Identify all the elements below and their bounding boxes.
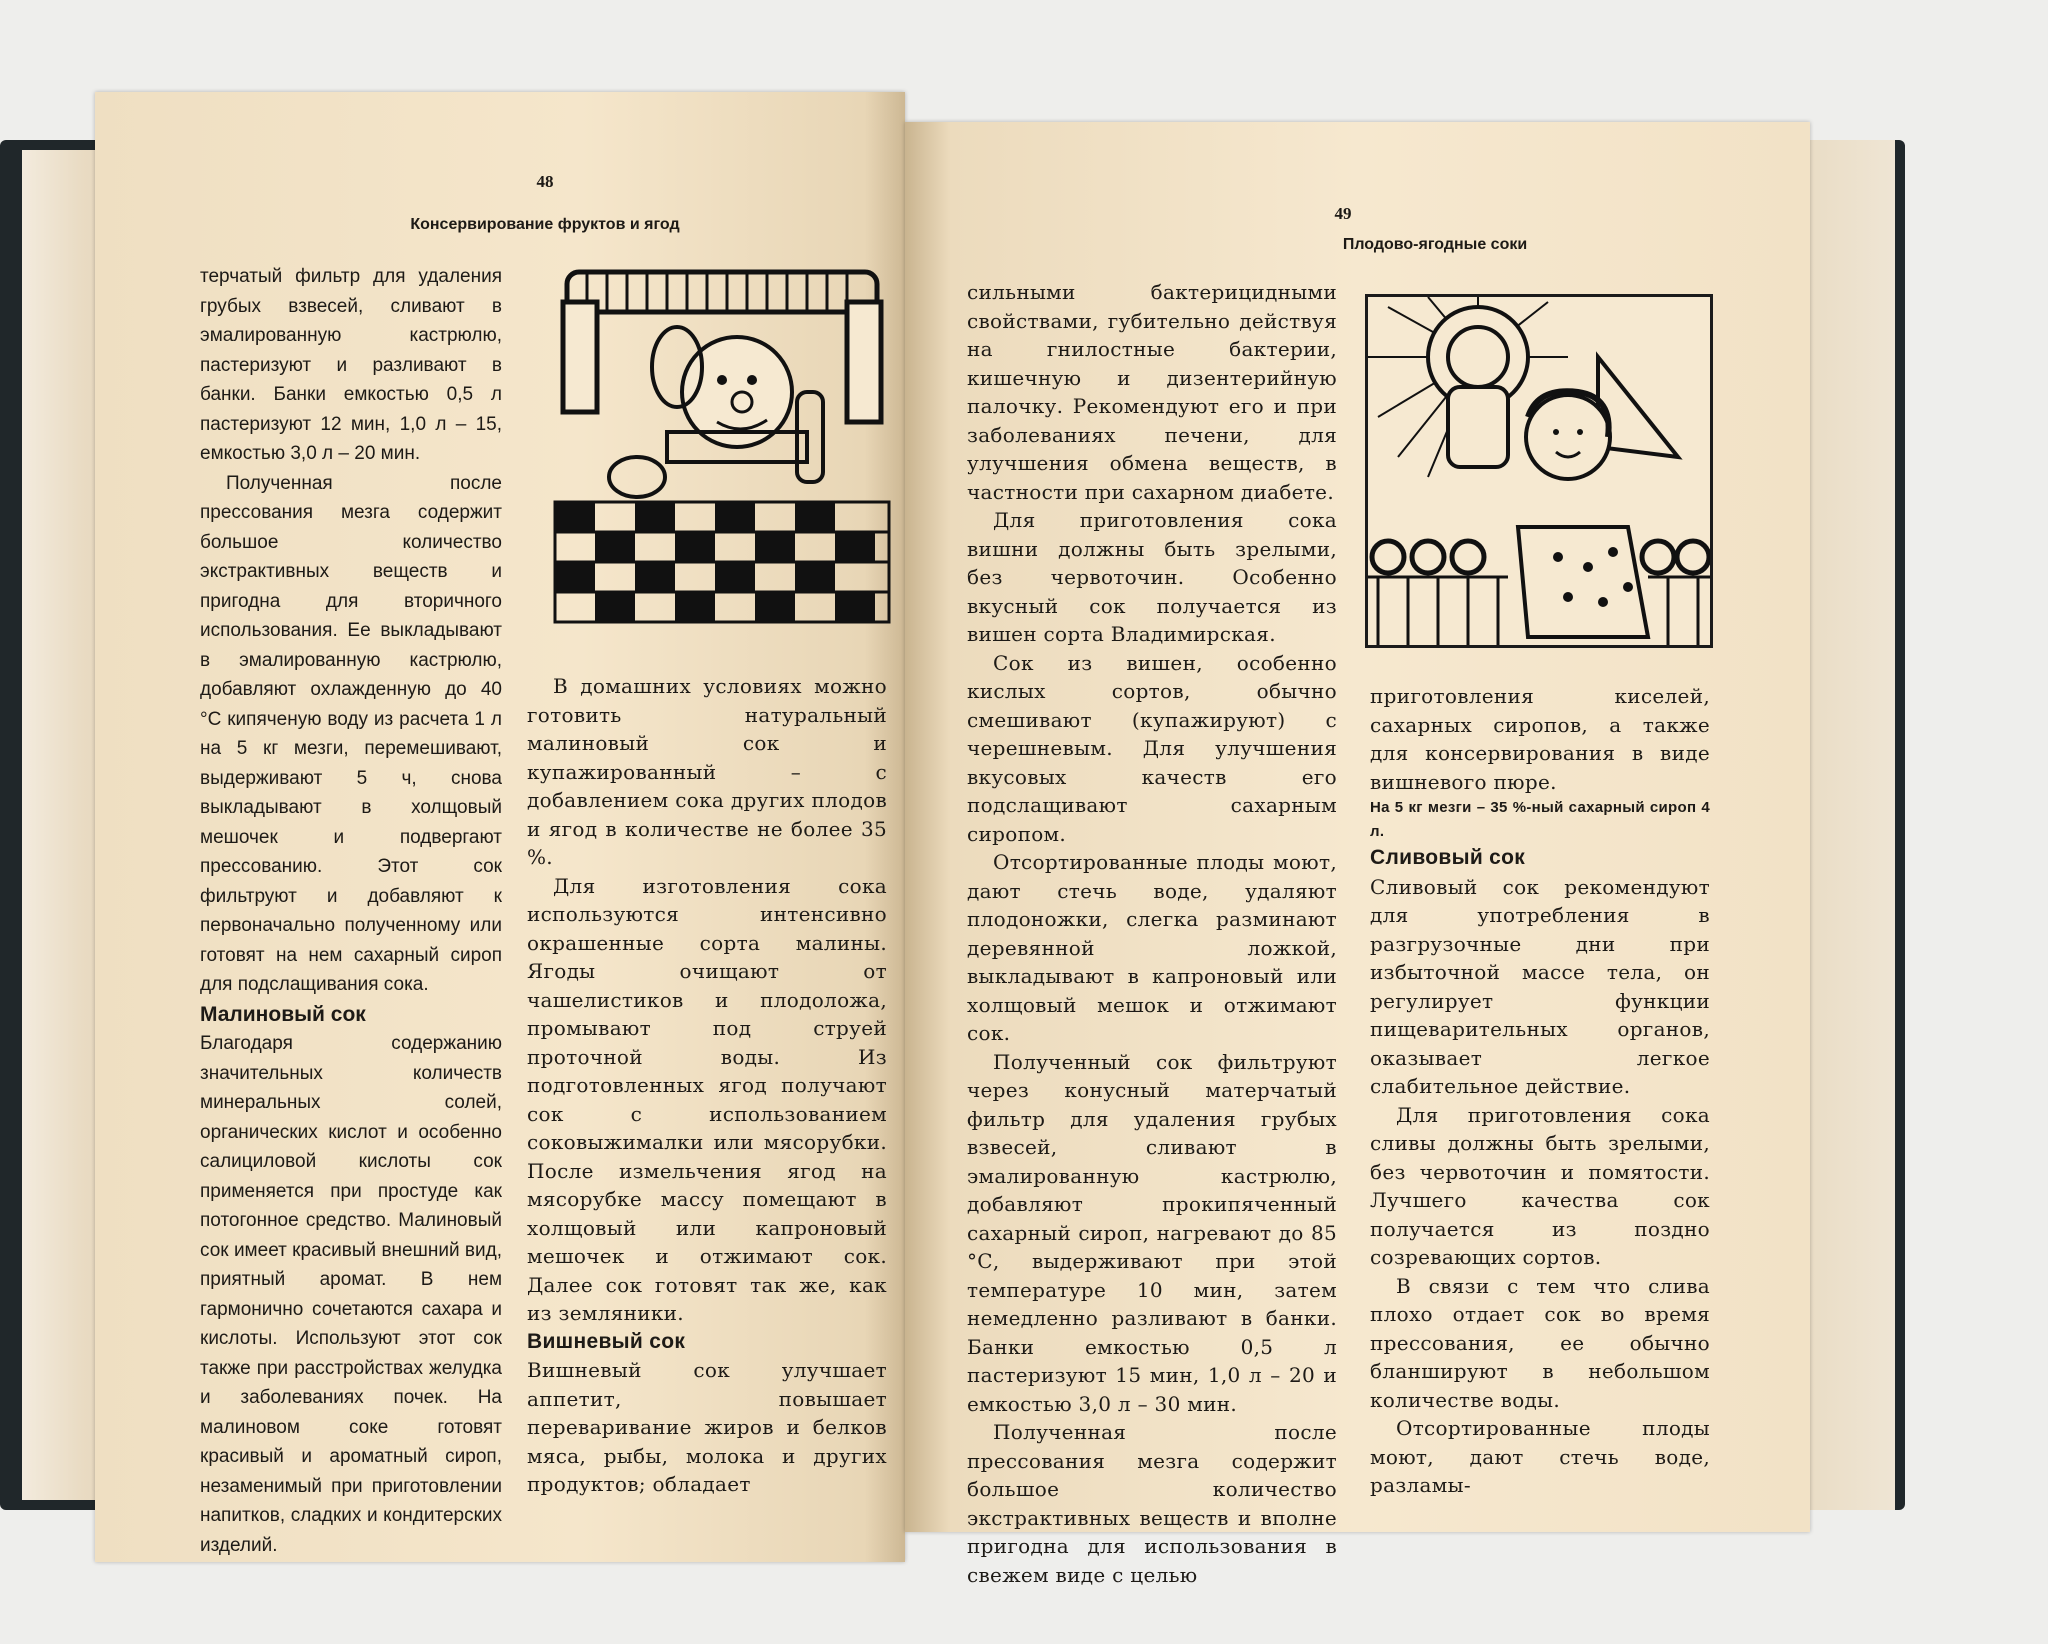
right-page	[905, 122, 1810, 1587]
paragraph: Сливовый сок рекомендуют для употребления в разгрузочные дни при избыточной массе тела, он регулирует функции пищеварительных органов, оказывает легкое слабительное действие.	[1370, 874, 1710, 1098]
left-column-2	[527, 672, 887, 1499]
paragraph: Благодаря содержанию значительных количеств минеральных солей, органических кислот и особенно салициловой кислоты сок применяется при простуде как потогонное средство. Малиновый сок имеет красивый внешний вид, приятный аромат. В нем гармонично сочетаются сахара и кислоты. Используют этот сок также при расстройствах желудка и заболеваниях почек. На малиновом соке готовят красивый и ароматный сироп, незаменимый при приготовлении напитков, сладких и кондитерских изделий.	[200, 1033, 502, 1556]
section-heading: Сливовый сок	[1370, 846, 1526, 869]
paragraph: Отсортированные плоды моют, дают стечь воде, удаляют плодоножки, слегка разминают деревянной ложкой, выкладывают в капроновый или холщовый мешок и отжимают сок.	[967, 850, 1337, 1045]
paragraph: приготовления киселей, сахарных сиропов, а также для консервирования в виде вишневого пюре.	[1370, 684, 1710, 794]
page-number: 48	[536, 172, 554, 191]
running-head: Плодово-ягодные соки	[1342, 236, 1528, 253]
paragraph: В домашних условиях можно готовить натуральный малиновый сок и купажированный – с добавлением сока других плодов и ягод в количестве не более 35 %.	[527, 674, 887, 869]
running-head: Консервирование фруктов и ягод	[410, 216, 680, 233]
paragraph: Для изготовления сока используются интенсивно окрашенные сорта малины. Ягоды очищают от чашелистиков и плодоложа, промывают под струей проточной воды. Из подготовленных ягод получают сок с использованием соковыжималки или мясорубки. После измельчения ягод на мясорубке массу помещают в холщовый или капроновый мешочек и отжимают сок. Далее сок готовят так же, как из земляники.	[527, 873, 887, 1325]
illustration-girl-with-jar	[1365, 294, 1713, 648]
paragraph: Полученный сок фильтруют через конусный матерчатый фильтр для удаления грубых взвесей, сливают в эмалированную кастрюлю, добавляют прокипяченный сахарный сироп, нагревают до 85 °С, выдерживают при этой температуре 10 мин, затем немедленно разливают в банки. Банки емкостью 0,5 л пастеризуют 15 мин, 1,0 л – 20 и емкостью 3,0 л – 30 мин.	[967, 1049, 1337, 1416]
right-column-2	[1370, 682, 1710, 1500]
illustration-sick-in-bed	[547, 262, 895, 634]
paragraph: Для приготовления сока сливы должны быть зрелыми, без червоточин и помятости. Лучшего качества сок получается из поздно созревающих сортов.	[1370, 1102, 1710, 1269]
paragraph: сильными бактерицидными свойствами, губительно действуя на гнилостные бактерии, кишечную и дизентерийную палочку. Рекомендуют его и при заболеваниях печени, для улучшения обмена веществ, в частности при сахарном диабете.	[967, 280, 1337, 504]
bed-illustration-svg	[547, 262, 895, 634]
right-page-stack	[1800, 140, 1895, 1510]
paragraph: Полученная после прессования мезга содержит большое количество экстрактивных веществ и пригодна для вторичного использования. Ее выкладывают в эмалированную кастрюлю, добавляют охлажденную до 40 °С кипяченую воду из расчета 1 л на 5 кг мезги, перемешивают, выдерживают 5 ч, снова выкладывают в холщовый мешочек и подвергают прессованию. Этот сок фильтруют и добавляют к первоначально полученному или готовят на нем сахарный сироп для подслащивания сока.	[200, 472, 502, 995]
page-number: 49	[1334, 204, 1352, 223]
paragraph: Полученная после прессования мезга содержит большое количество экстрактивных веществ и вполне пригодна для использования в свежем виде с целью	[967, 1420, 1337, 1587]
girl-illustration-svg	[1368, 297, 1710, 645]
recipe-note: На 5 кг мезги – 35 %-ный сахарный сироп 4 л.	[1370, 799, 1710, 840]
section-heading: Вишневый сок	[527, 1329, 686, 1353]
left-page	[95, 92, 905, 1562]
paragraph: Сок из вишен, особенно кислых сортов, обычно смешивают (купажируют) с черешневым. Для улучшения вкусовых качеств его подслащивают сахарным сиропом.	[967, 650, 1337, 846]
paragraph: Вишневый сок улучшает аппетит, повышает переваривание жиров и белков мяса, рыбы, молока и других продуктов; обладает	[527, 1358, 887, 1496]
paragraph: Для приготовления сока вишни должны быть зрелыми, без червоточин. Особенно вкусный сок получается из вишен сорта Владимирская.	[967, 508, 1337, 646]
left-column-1	[200, 262, 502, 1560]
right-column-1	[967, 278, 1337, 1589]
paragraph: Отсортированные плоды моют, дают стечь воде, разламы-	[1370, 1416, 1710, 1497]
paragraph: В связи с тем что слива плохо отдает сок во время прессования, ее обычно бланшируют в небольшом количестве воды.	[1370, 1273, 1710, 1412]
section-heading: Малиновый сок	[200, 1002, 366, 1026]
paragraph: терчатый фильтр для удаления грубых взвесей, сливают в эмалированную кастрюлю, пастеризуют и разливают в банки. Банки емкостью 0,5 л пастеризуют 12 мин, 1,0 л – 15, емкостью 3,0 л – 20 мин.	[200, 266, 502, 464]
